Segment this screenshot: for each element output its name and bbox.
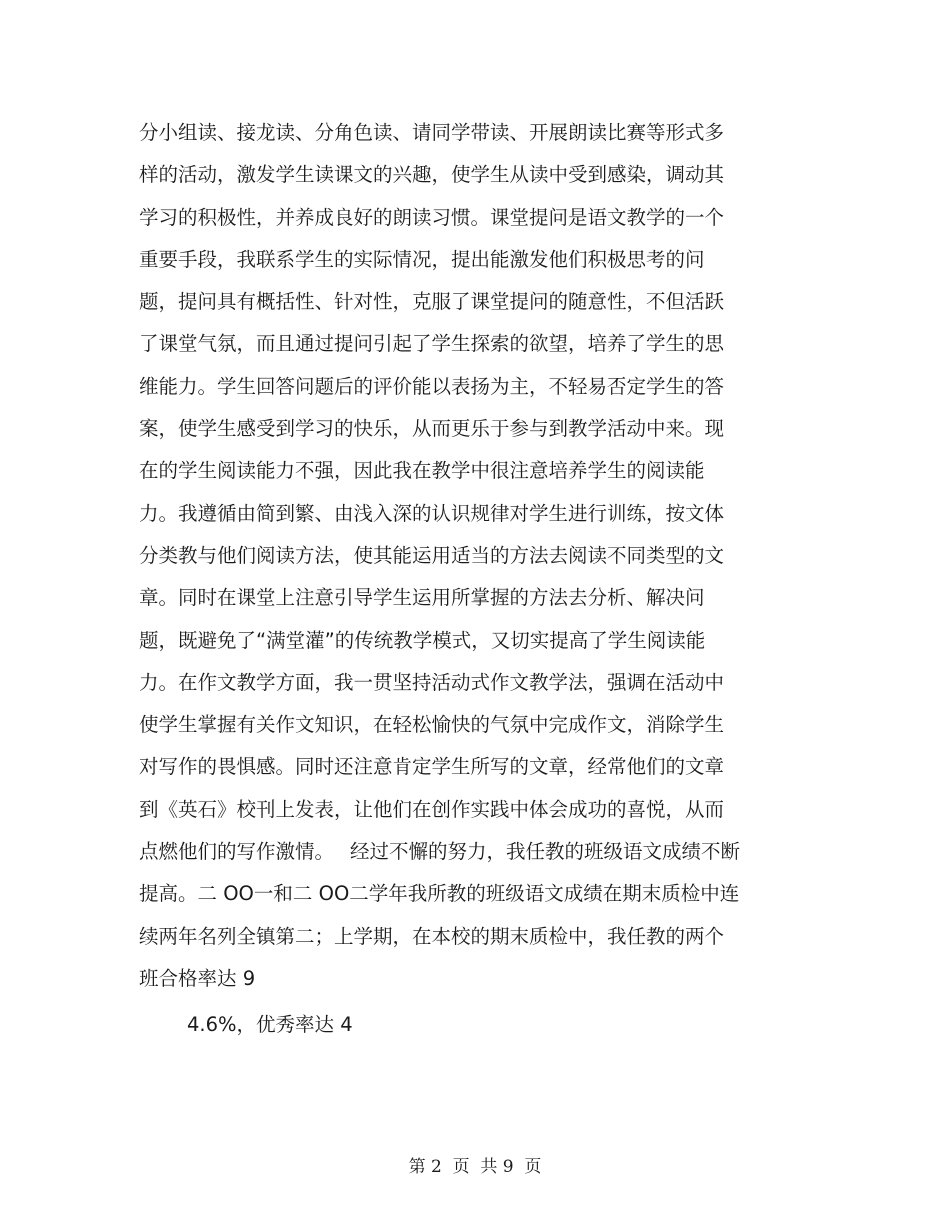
text-line: 重要手段，我联系学生的实际情况，提出能激发他们积极思考的问	[139, 247, 705, 271]
text-line: 题，既避免了“满堂灌”的传统教学模式，又切实提高了学生阅读能	[139, 628, 706, 652]
text-line: 在的学生阅读能力不强，因此我在教学中很注意培养学生的阅读能	[139, 459, 705, 483]
text-line: 了课堂气氛，而且通过提问引起了学生探索的欲望，培养了学生的思	[139, 332, 725, 356]
text-line: 章。同时在课堂上注意引导学生运用所掌握的方法去分析、解决问	[139, 586, 705, 610]
text-line: 使学生掌握有关作文知识，在轻松愉快的气氛中完成作文，消除学生	[139, 713, 725, 737]
text-line: 题，提问具有概括性、针对性，克服了课堂提问的随意性，不但活跃	[139, 290, 725, 314]
text-line: 点燃他们的写作激情。 经过不懈的努力，我任教的班级语文成绩不断	[139, 840, 740, 864]
text-line: 力。在作文教学方面，我一贯坚持活动式作文教学法，强调在活动中	[139, 670, 725, 694]
text-line-indented: 4.6%，优秀率达 4	[187, 1013, 353, 1037]
text-line: 分类教与他们阅读方法，使其能运用适当的方法去阅读不同类型的文	[139, 543, 725, 567]
text-line: 续两年名列全镇第二；上学期，在本校的期末质检中，我任教的两个	[139, 924, 725, 948]
text-line: 分小组读、接龙读、分角色读、请同学带读、开展朗读比赛等形式多	[139, 121, 725, 144]
page-footer: 第 2 页 共 9 页	[408, 1157, 542, 1177]
text-line: 维能力。学生回答问题后的评价能以表扬为主，不轻易否定学生的答	[139, 374, 725, 398]
body-text	[139, 112, 789, 1047]
text-line: 班合格率达 9	[139, 966, 256, 990]
text-line: 案，使学生感受到学习的快乐，从而更乐于参与到教学活动中来。现	[139, 417, 725, 441]
text-line: 学习的积极性，并养成良好的朗读习惯。课堂提问是语文教学的一个	[139, 205, 725, 229]
text-line: 力。我遵循由简到繁、由浅入深的认识规律对学生进行训练，按文体	[139, 501, 725, 525]
text-line: 提高。二 OO一和二 OO二学年我所教的班级语文成绩在期末质检中连	[139, 882, 740, 906]
text-line: 到《英石》校刊上发表，让他们在创作实践中体会成功的喜悦，从而	[139, 797, 725, 821]
text-line: 样的活动，激发学生读课文的兴趣，使学生从读中受到感染，调动其	[139, 163, 725, 187]
text-line: 对写作的畏惧感。同时还注意肯定学生所写的文章，经常他们的文章	[139, 755, 725, 779]
